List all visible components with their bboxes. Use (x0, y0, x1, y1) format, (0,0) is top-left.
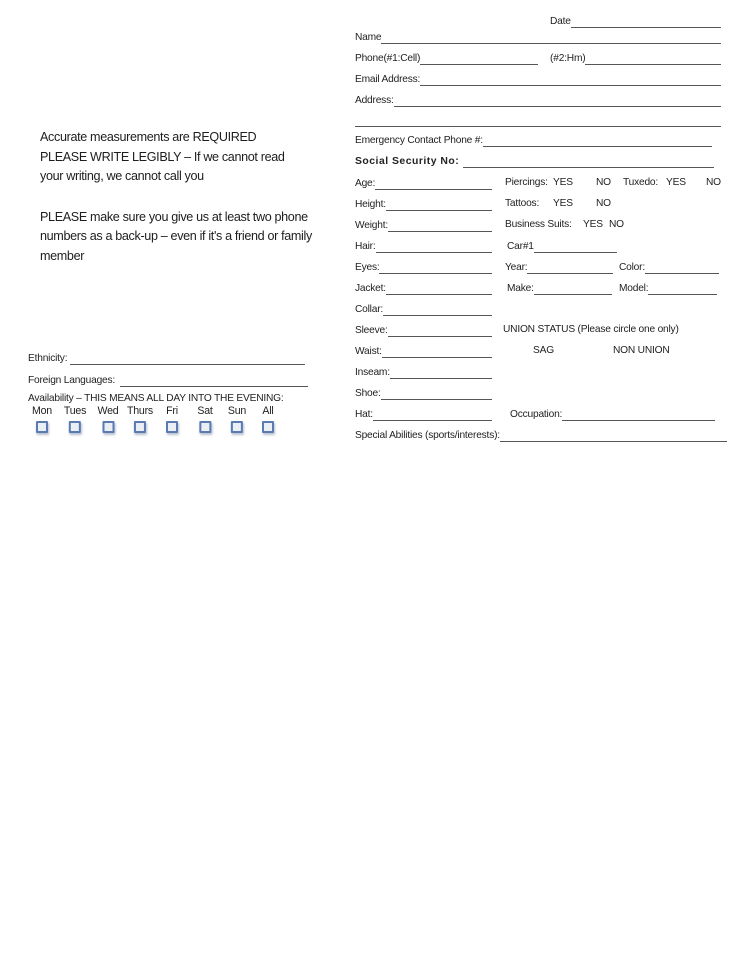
phone-row (355, 50, 721, 65)
email-row (355, 71, 721, 86)
business-suits-no-option[interactable]: NO (609, 219, 624, 230)
availability-checkbox-thurs[interactable] (134, 421, 146, 433)
availability-heading: Availability – THIS MEANS ALL DAY INTO THE EVENING: (28, 393, 284, 404)
availability-day-tues (64, 405, 86, 433)
waist-line[interactable] (382, 346, 492, 358)
phone2-line[interactable] (585, 53, 721, 65)
weight-row (355, 217, 721, 232)
address-line[interactable] (394, 95, 721, 107)
special-abilities-label: Special Abilities (sports/interests): (355, 430, 500, 441)
tattoos-no-option[interactable]: NO (596, 198, 611, 209)
inseam-row (355, 364, 721, 379)
height-row (355, 196, 721, 211)
instructions-line: your writing, we cannot call you (40, 169, 204, 184)
instructions-line: numbers as a back-up – even if it's a friend or family (40, 229, 312, 244)
weight-label: Weight: (355, 220, 388, 231)
occupation-label: Occupation: (510, 409, 563, 420)
day-label-sat: Sat (197, 405, 213, 417)
emergency-contact-line[interactable] (483, 135, 712, 147)
availability-checkbox-mon[interactable] (36, 421, 48, 433)
waist-row (355, 343, 721, 358)
age-label: Age: (355, 178, 376, 189)
eyes-line[interactable] (379, 262, 492, 274)
tuxedo-label: Tuxedo: (623, 177, 659, 188)
business-suits-label: Business Suits: (505, 219, 572, 230)
jacket-label: Jacket: (355, 283, 386, 294)
special-abilities-row (355, 427, 727, 442)
phone1-label: Phone(#1:Cell) (355, 53, 421, 64)
ethnicity-row (28, 350, 305, 365)
emergency-contact-label: Emergency Contact Phone #: (355, 135, 483, 146)
day-label-mon: Mon (31, 405, 53, 417)
day-label-fri: Fri (166, 405, 178, 417)
occupation-line[interactable] (562, 409, 715, 421)
hair-line[interactable] (376, 241, 492, 253)
date-spacer (355, 27, 550, 28)
day-label-all: All (262, 405, 274, 417)
instructions-line: PLEASE make sure you give us at least two phone (40, 209, 308, 224)
availability-day-sat (197, 405, 212, 433)
foreign-languages-line[interactable] (120, 375, 308, 387)
eyes-label: Eyes: (355, 262, 380, 273)
ethnicity-label: Ethnicity: (28, 353, 68, 364)
ssn-label: Social Security No: (355, 156, 460, 167)
availability-checkbox-sat[interactable] (199, 421, 211, 433)
jacket-row (355, 280, 721, 295)
email-label: Email Address: (355, 74, 421, 85)
address-label: Address: (355, 95, 394, 106)
union-status-heading: UNION STATUS (Please circle one only) (503, 324, 679, 335)
emergency-contact-row (355, 132, 712, 147)
age-line[interactable] (375, 178, 492, 190)
sleeve-label: Sleeve: (355, 325, 388, 336)
availability-checkbox-sun[interactable] (231, 421, 243, 433)
availability-day-all (262, 405, 274, 433)
height-line[interactable] (386, 199, 492, 211)
shoe-row (355, 385, 721, 400)
hat-line[interactable] (373, 409, 492, 421)
availability-checkbox-wed[interactable] (102, 421, 114, 433)
sleeve-line[interactable] (388, 325, 492, 337)
instructions-line: member (40, 248, 85, 263)
instructions-line: Accurate measurements are REQUIRED (40, 130, 257, 144)
day-label-tues: Tues (63, 405, 87, 417)
date-line[interactable] (571, 16, 721, 28)
availability-checkbox-tues[interactable] (69, 421, 81, 433)
ssn-line[interactable] (463, 156, 714, 168)
tuxedo-no-option[interactable]: NO (706, 177, 721, 188)
instructions-line: PLEASE WRITE LEGIBLY – If we cannot read (40, 149, 285, 164)
sleeve-row (355, 322, 721, 337)
availability-checkbox-all[interactable] (262, 421, 274, 433)
name-label: Name (355, 32, 382, 43)
hair-row (355, 238, 721, 253)
instructions-paragraph-1 (40, 128, 355, 187)
hat-label: Hat: (355, 409, 373, 420)
collar-label: Collar: (355, 304, 384, 315)
availability-day-sun (228, 405, 246, 433)
waist-label: Waist: (355, 346, 382, 357)
tattoos-yes-option[interactable]: YES (553, 198, 573, 209)
address2-line[interactable] (355, 115, 721, 127)
car-color-label: Color: (619, 262, 645, 273)
car-color-line[interactable] (645, 262, 719, 274)
availability-checkbox-fri[interactable] (166, 421, 178, 433)
availability-day-fri (166, 405, 178, 433)
tuxedo-yes-option[interactable]: YES (666, 177, 686, 188)
hair-label: Hair: (355, 241, 376, 252)
car1-label: Car#1 (507, 241, 534, 252)
address-row (355, 92, 721, 107)
piercings-label: Piercings: (505, 177, 548, 188)
business-suits-yes-option[interactable]: YES (583, 219, 603, 230)
name-line[interactable] (381, 32, 721, 44)
weight-line[interactable] (388, 220, 492, 232)
car-model-label: Model: (619, 283, 649, 294)
day-label-thurs: Thurs (126, 405, 154, 417)
email-line[interactable] (420, 74, 721, 86)
age-row (355, 175, 721, 190)
car1-line[interactable] (534, 241, 617, 253)
date-label: Date (550, 16, 571, 27)
sag-option[interactable]: SAG (533, 345, 554, 356)
date-row (355, 13, 721, 28)
availability-day-wed (98, 405, 119, 433)
ethnicity-line[interactable] (70, 353, 305, 365)
foreign-languages-row (28, 372, 308, 387)
car-make-label: Make: (507, 283, 534, 294)
foreign-languages-label: Foreign Languages: (28, 375, 116, 386)
instructions-block (40, 128, 355, 267)
availability-day-thurs (127, 405, 153, 433)
height-label: Height: (355, 199, 386, 210)
shoe-label: Shoe: (355, 388, 381, 399)
eyes-row (355, 259, 721, 274)
instructions-paragraph-2 (40, 208, 355, 267)
inseam-line[interactable] (390, 367, 492, 379)
car-make-line[interactable] (534, 283, 612, 295)
piercings-no-option[interactable]: NO (596, 177, 611, 188)
address2-row (355, 112, 721, 127)
ssn-row (355, 153, 714, 168)
name-row (355, 29, 721, 44)
jacket-line[interactable] (386, 283, 492, 295)
hat-row (355, 406, 721, 421)
collar-row (355, 301, 721, 316)
right-column (355, 0, 721, 460)
car-year-label: Year: (505, 262, 528, 273)
car-year-line[interactable] (527, 262, 613, 274)
availability-day-mon (32, 405, 52, 433)
special-abilities-line[interactable] (500, 430, 727, 442)
shoe-line[interactable] (381, 388, 492, 400)
inseam-label: Inseam: (355, 367, 390, 378)
tattoos-label: Tattoos: (505, 198, 540, 209)
collar-line[interactable] (383, 304, 492, 316)
day-label-sun: Sun (227, 405, 247, 417)
piercings-yes-option[interactable]: YES (553, 177, 573, 188)
car-model-line[interactable] (648, 283, 717, 295)
day-label-wed: Wed (97, 405, 119, 417)
phone1-line[interactable] (420, 53, 538, 65)
phone2-label: (#2:Hm) (550, 53, 586, 64)
non-union-option[interactable]: NON UNION (613, 345, 670, 356)
